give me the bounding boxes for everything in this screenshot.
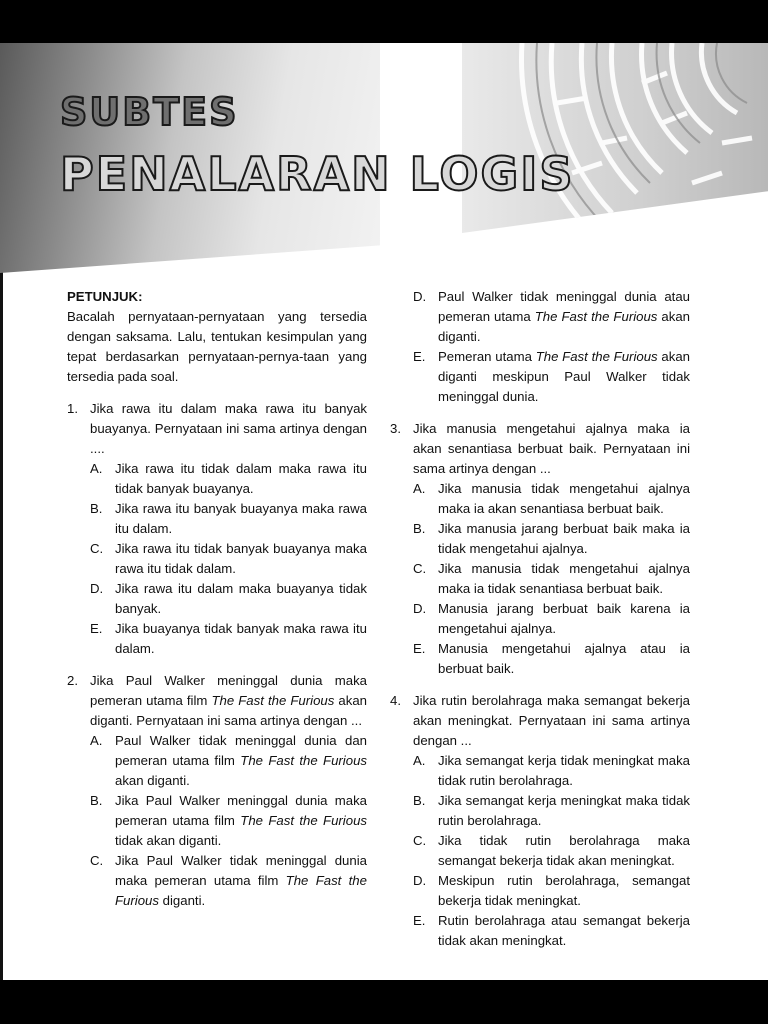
option-text: Jika tidak rutin berolahraga maka semangat bekerja tidak akan meningkat. (438, 833, 690, 868)
option-a (413, 751, 690, 791)
option-a (413, 479, 690, 519)
option-label: A. (90, 733, 103, 748)
option-label: E. (413, 913, 426, 928)
film-title: The Fast the Furious (240, 753, 367, 768)
option-text: Jika buayanya tidak banyak maka rawa itu dalam. (115, 621, 367, 656)
option-a (90, 731, 367, 791)
option-label: E. (413, 349, 426, 364)
option-label: C. (413, 561, 427, 576)
option-text: Jika rawa itu tidak banyak buayanya maka rawa itu tidak dalam. (115, 541, 367, 576)
option-text-part: Pemeran utama (438, 349, 536, 364)
option-label: E. (413, 641, 426, 656)
film-title: The Fast the Furious (115, 873, 367, 908)
option-text-part: tidak akan diganti. (115, 833, 222, 848)
option-text-part: Paul Walker tidak meninggal dunia dan pemeran utama film (115, 733, 367, 768)
question-text: Jika manusia mengetahui ajalnya maka ia akan senantiasa berbuat baik. Pernyataan ini sama artinya dengan ... (413, 421, 690, 476)
option-b (90, 791, 367, 851)
question-text-part: Jika Paul Walker meninggal dunia maka pemeran utama film (90, 673, 367, 708)
option-a (90, 459, 367, 499)
option-text-part: Paul Walker tidak meninggal dunia atau pemeran utama (438, 289, 690, 324)
option-label: D. (413, 289, 427, 304)
question-text: Jika rawa itu dalam maka rawa itu banyak buayanya. Pernyataan ini sama artinya dengan .... (90, 401, 367, 456)
question-text: Jika rutin berolahraga maka semangat bekerja akan meningkat. Pernyataan ini sama artinya dengan ... (413, 693, 690, 748)
option-c (90, 851, 367, 911)
option-label: B. (413, 521, 426, 536)
option-label: B. (90, 501, 103, 516)
option-label: C. (90, 541, 104, 556)
option-d (413, 287, 690, 347)
instructions-heading: PETUNJUK: (67, 289, 143, 304)
option-d (413, 871, 690, 911)
question-3 (390, 419, 690, 679)
option-label: B. (90, 793, 103, 808)
option-text: Jika manusia tidak mengetahui ajalnya maka ia akan senantiasa berbuat baik. (438, 481, 690, 516)
option-label: A. (413, 481, 426, 496)
option-e (413, 347, 690, 407)
page-title: PENALARAN LOGIS (60, 147, 575, 201)
option-text: Rutin berolahraga atau semangat bekerja tidak akan meningkat. (438, 913, 690, 948)
option-label: B. (413, 793, 426, 808)
option-label: A. (413, 753, 426, 768)
option-label: D. (413, 873, 427, 888)
option-label: D. (90, 581, 104, 596)
maze-illustration (462, 43, 768, 233)
option-c (413, 831, 690, 871)
option-text-part: Jika Paul Walker tidak meninggal dunia maka pemeran utama film (115, 853, 367, 888)
option-text: Jika rawa itu tidak dalam maka rawa itu tidak banyak buayanya. (115, 461, 367, 496)
question-2-continued (413, 287, 690, 407)
instructions-text: Bacalah pernyataan-pernyataan yang tersedia dengan saksama. Lalu, tentukan kesimpulan yang tepat berdasarkan pernyataan-pernya-taan yang tersedia pada soal. (67, 309, 367, 384)
option-e (90, 619, 367, 659)
option-text: Jika manusia tidak mengetahui ajalnya maka ia tidak senantiasa berbuat baik. (438, 561, 690, 596)
question-number: 1. (67, 401, 78, 416)
film-title: The Fast the Furious (534, 309, 658, 324)
option-b (413, 791, 690, 831)
option-c (413, 559, 690, 599)
film-title: The Fast the Furious (211, 693, 335, 708)
option-d (90, 579, 367, 619)
option-text-part: akan diganti meskipun Paul Walker tidak meninggal dunia. (438, 349, 690, 404)
option-label: C. (413, 833, 427, 848)
option-text: Jika rawa itu dalam maka buayanya tidak banyak. (115, 581, 367, 616)
question-text (90, 671, 367, 731)
option-d (413, 599, 690, 639)
question-number: 4. (390, 693, 401, 708)
question-number: 3. (390, 421, 401, 436)
option-text: Jika manusia jarang berbuat baik maka ia tidak mengetahui ajalnya. (438, 521, 690, 556)
question-4 (390, 691, 690, 951)
option-e (413, 911, 690, 951)
option-text-part: diganti. (158, 893, 206, 908)
right-column (390, 287, 690, 963)
film-title: The Fast the Furious (535, 349, 658, 364)
option-label: E. (90, 621, 103, 636)
option-label: D. (413, 601, 427, 616)
left-column (67, 287, 367, 923)
option-label: A. (90, 461, 103, 476)
option-b (413, 519, 690, 559)
option-text: Jika rawa itu banyak buayanya maka rawa itu dalam. (115, 501, 367, 536)
option-e (413, 639, 690, 679)
option-text-part: Jika Paul Walker meninggal dunia maka pemeran utama film (115, 793, 367, 828)
option-c (90, 539, 367, 579)
option-text: Manusia mengetahui ajalnya atau ia berbuat baik. (438, 641, 690, 676)
option-text: Meskipun rutin berolahraga, semangat bekerja tidak meningkat. (438, 873, 690, 908)
maze-graphic (462, 43, 768, 233)
option-text: Manusia jarang berbuat baik karena ia mengetahui ajalnya. (438, 601, 690, 636)
question-text-part: akan diganti. Pernyataan ini sama artinya dengan ... (90, 693, 368, 728)
option-text-part: akan diganti. (115, 773, 190, 788)
option-text: Jika semangat kerja meningkat maka tidak rutin berolahraga. (438, 793, 690, 828)
question-number: 2. (67, 673, 78, 688)
film-title: The Fast the Furious (240, 813, 367, 828)
subtitle-subtes: SUBTES (60, 90, 239, 134)
option-label: C. (90, 853, 104, 868)
question-1 (67, 399, 367, 659)
question-2 (67, 671, 367, 911)
option-b (90, 499, 367, 539)
document-page (0, 43, 768, 980)
option-text: Jika semangat kerja tidak meningkat maka tidak rutin berolahraga. (438, 753, 690, 788)
option-text-part: akan diganti. (438, 309, 691, 344)
